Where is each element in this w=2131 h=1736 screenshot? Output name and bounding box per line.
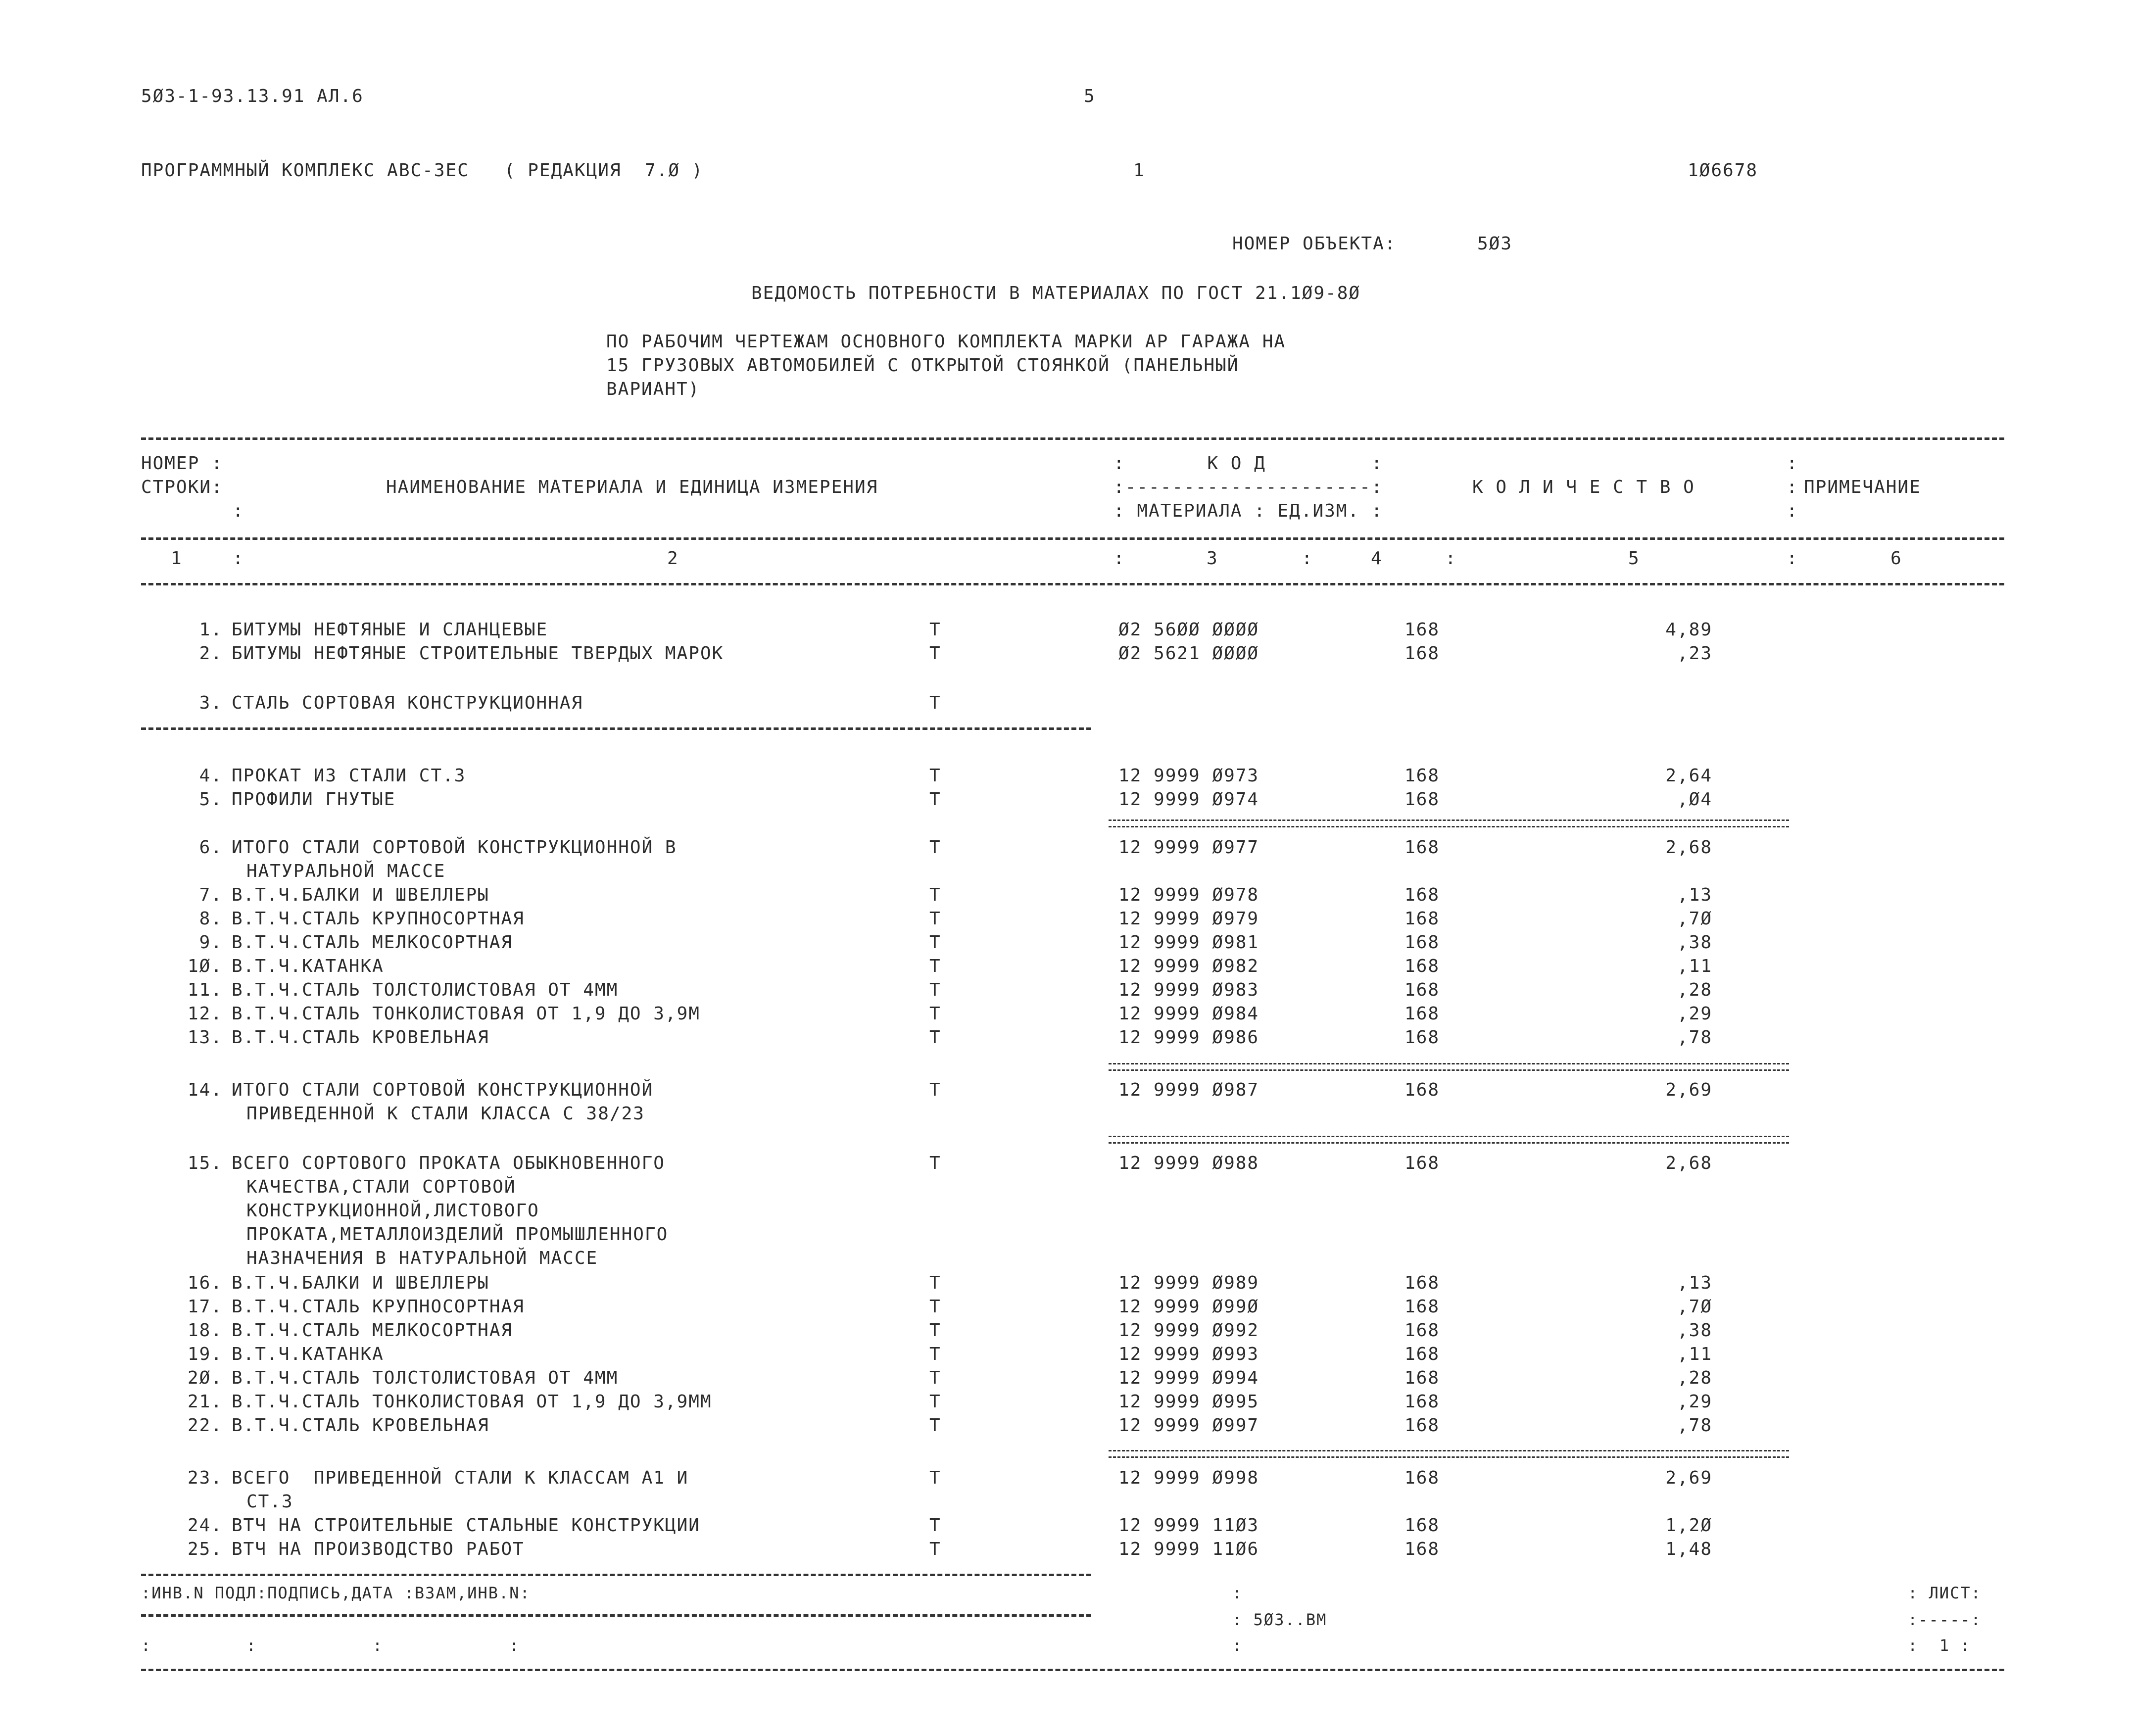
unit: Т	[929, 1415, 941, 1436]
sheet-value: : 1 :	[1908, 1636, 1971, 1655]
row-number: 1Ø.	[187, 956, 223, 976]
material-code: Ø2 5621 ØØØØ	[1118, 643, 1259, 664]
material-name: НАТУРАЛЬНОЙ МАССЕ	[246, 861, 446, 881]
row-number: 3.	[199, 693, 223, 713]
material-code: 12 9999 Ø984	[1118, 1004, 1259, 1024]
unit: Т	[929, 766, 941, 786]
unit-code: 168	[1405, 1297, 1440, 1317]
material-code: 12 9999 Ø992	[1118, 1320, 1259, 1341]
unit: Т	[929, 1153, 941, 1173]
quantity: 4,89	[1665, 620, 1712, 640]
sheet-separator: :-----:	[1908, 1610, 1982, 1629]
program-name: ПРОГРАММНЫЙ КОМПЛЕКС АВС-3ЕС ( РЕДАКЦИЯ 7.Ø )	[141, 160, 704, 181]
sheet-label: : ЛИСТ:	[1908, 1584, 1982, 1602]
material-name: КАЧЕСТВА,СТАЛИ СОРТОВОЙ	[246, 1177, 516, 1197]
unit: Т	[929, 956, 941, 976]
material-name: КОНСТРУКЦИОННОЙ,ЛИСТОВОГО	[246, 1201, 539, 1221]
unit-code: 168	[1405, 1344, 1440, 1364]
unit: Т	[929, 620, 941, 640]
col-number-3: 3	[1207, 548, 1218, 569]
material-code: 12 9999 Ø994	[1118, 1368, 1259, 1388]
material-name: СТ.3	[246, 1492, 293, 1512]
row-number: 8.	[199, 909, 223, 929]
unit: Т	[929, 1080, 941, 1100]
material-code: 12 9999 Ø974	[1118, 789, 1259, 810]
row-number: 13.	[187, 1027, 223, 1048]
material-name: В.Т.Ч.КАТАНКА	[232, 1344, 384, 1364]
quantity: ,Ø4	[1677, 789, 1712, 810]
material-name: В.Т.Ч.СТАЛЬ МЕЛКОСОРТНАЯ	[232, 932, 513, 953]
quantity: ,28	[1677, 980, 1712, 1000]
material-code: Ø2 56ØØ ØØØØ	[1118, 620, 1259, 640]
section-rule	[141, 727, 1091, 730]
material-name: В.Т.Ч.БАЛКИ И ШВЕЛЛЕРЫ	[232, 885, 489, 905]
unit: Т	[929, 1515, 941, 1536]
row-number: 7.	[199, 885, 223, 905]
unit: Т	[929, 1273, 941, 1293]
subtotal-rule-1	[1109, 820, 1789, 827]
row-number: 2Ø.	[187, 1368, 223, 1388]
material-code: 12 9999 Ø988	[1118, 1153, 1259, 1173]
material-code: 12 9999 Ø979	[1118, 909, 1259, 929]
material-code: 12 9999 Ø989	[1118, 1273, 1259, 1293]
unit-code: 168	[1405, 1080, 1440, 1100]
quantity: 1,2Ø	[1665, 1515, 1712, 1536]
page-number: 5	[1084, 86, 1096, 106]
footer-rule-bottom	[141, 1669, 2004, 1671]
header-material-name: НАИМЕНОВАНИЕ МАТЕРИАЛА И ЕДИНИЦА ИЗМЕРЕНИЯ	[386, 477, 878, 497]
stamp-header: :ИНВ.N ПОДЛ:ПОДПИСЬ,ДАТА :ВЗАМ,ИНВ.N:	[141, 1584, 531, 1602]
document-id: 1Ø6678	[1688, 160, 1758, 181]
row-number: 17.	[187, 1297, 223, 1317]
subtitle-line-3: ВАРИАНТ)	[606, 379, 700, 399]
unit: Т	[929, 1539, 941, 1559]
row-number: 21.	[187, 1392, 223, 1412]
row-number: 2.	[199, 643, 223, 664]
material-name: ВТЧ НА СТРОИТЕЛЬНЫЕ СТАЛЬНЫЕ КОНСТРУКЦИИ	[232, 1515, 700, 1536]
unit: Т	[929, 932, 941, 953]
header-note: ПРИМЕЧАНИЕ	[1804, 477, 1921, 497]
doc-code: 5Ø3-1-93.13.91 АЛ.6	[141, 86, 364, 106]
row-number: 4.	[199, 766, 223, 786]
material-code: 12 9999 Ø978	[1118, 885, 1259, 905]
unit: Т	[929, 1004, 941, 1024]
material-code: 12 9999 Ø973	[1118, 766, 1259, 786]
subtitle-line-1: ПО РАБОЧИМ ЧЕРТЕЖАМ ОСНОВНОГО КОМПЛЕКТА МАРКИ АР ГАРАЖА НА	[606, 332, 1286, 352]
material-name: ИТОГО СТАЛИ СОРТОВОЙ КОНСТРУКЦИОННОЙ В	[232, 837, 677, 858]
col-number-1: 1	[171, 548, 183, 569]
material-name: ПРОФИЛИ ГНУТЫЕ	[232, 789, 396, 810]
material-name: ПРОКАТ ИЗ СТАЛИ СТ.3	[232, 766, 466, 786]
col-number-5: 5	[1628, 548, 1640, 569]
material-code: 12 9999 Ø986	[1118, 1027, 1259, 1048]
unit: Т	[929, 980, 941, 1000]
code-colon: :	[1232, 1584, 1243, 1602]
material-code: 12 9999 Ø981	[1118, 932, 1259, 953]
unit: Т	[929, 1468, 941, 1488]
material-code: 12 9999 Ø983	[1118, 980, 1259, 1000]
unit-code: 168	[1405, 643, 1440, 664]
col-number-2: 2	[667, 548, 679, 569]
quantity: 2,68	[1665, 837, 1712, 858]
material-code: 12 9999 Ø998	[1118, 1468, 1259, 1488]
quantity: ,29	[1677, 1004, 1712, 1024]
material-name: СТАЛЬ СОРТОВАЯ КОНСТРУКЦИОННАЯ	[232, 693, 583, 713]
row-number: 5.	[199, 789, 223, 810]
unit-code: 168	[1405, 956, 1440, 976]
unit: Т	[929, 909, 941, 929]
material-name: В.Т.Ч.СТАЛЬ КРУПНОСОРТНАЯ	[232, 909, 525, 929]
unit-code: 168	[1405, 1415, 1440, 1436]
quantity: 1,48	[1665, 1539, 1712, 1559]
material-code: 12 9999 Ø997	[1118, 1415, 1259, 1436]
unit-code: 168	[1405, 1539, 1440, 1559]
document-code: : 5Ø3..ВМ	[1232, 1610, 1327, 1629]
col-number-6: 6	[1890, 548, 1902, 569]
material-name: В.Т.Ч.СТАЛЬ ТОЛСТОЛИСТОВАЯ ОТ 4ММ	[232, 980, 619, 1000]
row-number: 6.	[199, 837, 223, 858]
material-name: БИТУМЫ НЕФТЯНЫЕ И СЛАНЦЕВЫЕ	[232, 620, 548, 640]
header-row-no-1: НОМЕР :	[141, 453, 223, 474]
quantity: ,28	[1677, 1368, 1712, 1388]
quantity: ,38	[1677, 932, 1712, 953]
unit: Т	[929, 837, 941, 858]
row-number: 19.	[187, 1344, 223, 1364]
material-name: ПРОКАТА,МЕТАЛЛОИЗДЕЛИЙ ПРОМЫШЛЕННОГО	[246, 1224, 669, 1245]
subtotal-rule-3	[1109, 1136, 1789, 1144]
unit: Т	[929, 1344, 941, 1364]
unit-code: 168	[1405, 620, 1440, 640]
unit: Т	[929, 1392, 941, 1412]
material-code: 12 9999 11Ø6	[1118, 1539, 1259, 1559]
unit: Т	[929, 885, 941, 905]
material-name: НАЗНАЧЕНИЯ В НАТУРАЛЬНОЙ МАССЕ	[246, 1248, 598, 1268]
col-number-4: 4	[1371, 548, 1383, 569]
unit-code: 168	[1405, 980, 1440, 1000]
quantity: ,29	[1677, 1392, 1712, 1412]
quantity: ,11	[1677, 956, 1712, 976]
sheet-number: 1	[1133, 160, 1145, 181]
unit: Т	[929, 693, 941, 713]
unit: Т	[929, 1027, 941, 1048]
unit: Т	[929, 643, 941, 664]
unit-code: 168	[1405, 1392, 1440, 1412]
header-rule-1	[141, 537, 2004, 540]
material-name: В.Т.Ч.СТАЛЬ МЕЛКОСОРТНАЯ	[232, 1320, 513, 1341]
row-number: 16.	[187, 1273, 223, 1293]
material-code: 12 9999 Ø982	[1118, 956, 1259, 976]
row-number: 9.	[199, 932, 223, 953]
material-name: ПРИВЕДЕННОЙ К СТАЛИ КЛАССА С 38/23	[246, 1104, 645, 1124]
header-rule-2	[141, 583, 2004, 585]
quantity: ,78	[1677, 1415, 1712, 1436]
row-number: 12.	[187, 1004, 223, 1024]
material-name: БИТУМЫ НЕФТЯНЫЕ СТРОИТЕЛЬНЫЕ ТВЕРДЫХ МАРОК	[232, 643, 724, 664]
unit: Т	[929, 789, 941, 810]
material-name: В.Т.Ч.СТАЛЬ КРУПНОСОРТНАЯ	[232, 1297, 525, 1317]
header-row-no-3: :	[233, 501, 244, 521]
material-code: 12 9999 11Ø3	[1118, 1515, 1259, 1536]
unit-code: 168	[1405, 1368, 1440, 1388]
material-name: В.Т.Ч.СТАЛЬ ТОНКОЛИСТОВАЯ ОТ 1,9 ДО 3,9ММ	[232, 1392, 712, 1412]
subtotal-rule-4	[1109, 1450, 1789, 1458]
material-name: В.Т.Ч.СТАЛЬ ТОЛСТОЛИСТОВАЯ ОТ 4ММ	[232, 1368, 619, 1388]
quantity: 2,69	[1665, 1468, 1712, 1488]
quantity: ,7Ø	[1677, 909, 1712, 929]
unit: Т	[929, 1320, 941, 1341]
quantity: ,78	[1677, 1027, 1712, 1048]
unit-code: 168	[1405, 1320, 1440, 1341]
row-number: 18.	[187, 1320, 223, 1341]
quantity: 2,68	[1665, 1153, 1712, 1173]
unit-code: 168	[1405, 789, 1440, 810]
row-number: 22.	[187, 1415, 223, 1436]
unit: Т	[929, 1368, 941, 1388]
material-code: 12 9999 Ø993	[1118, 1344, 1259, 1364]
material-name: ВСЕГО ПРИВЕДЕННОЙ СТАЛИ К КЛАССАМ А1 И	[232, 1468, 689, 1488]
quantity: 2,64	[1665, 766, 1712, 786]
unit-code: 168	[1405, 837, 1440, 858]
unit-code: 168	[1405, 766, 1440, 786]
object-number-label: НОМЕР ОБЪЕКТА:	[1232, 234, 1397, 254]
header-code: : К О Д :	[1114, 453, 1383, 474]
row-number: 15.	[187, 1153, 223, 1173]
material-name: В.Т.Ч.СТАЛЬ ТОНКОЛИСТОВАЯ ОТ 1,9 ДО 3,9М	[232, 1004, 700, 1024]
unit-code: 168	[1405, 932, 1440, 953]
subtotal-rule-2	[1109, 1063, 1789, 1071]
material-name: ВТЧ НА ПРОИЗВОДСТВО РАБОТ	[232, 1539, 525, 1559]
row-number: 14.	[187, 1080, 223, 1100]
material-name: В.Т.Ч.БАЛКИ И ШВЕЛЛЕРЫ	[232, 1273, 489, 1293]
unit-code: 168	[1405, 1027, 1440, 1048]
material-code: 12 9999 Ø977	[1118, 837, 1259, 858]
object-number-value: 5Ø3	[1477, 234, 1513, 254]
unit-code: 168	[1405, 1273, 1440, 1293]
quantity: ,7Ø	[1677, 1297, 1712, 1317]
unit-code: 168	[1405, 909, 1440, 929]
quantity: ,11	[1677, 1344, 1712, 1364]
quantity: ,13	[1677, 1273, 1712, 1293]
material-code: 12 9999 Ø987	[1118, 1080, 1259, 1100]
header-code-separator: :---------------------:	[1114, 477, 1383, 497]
material-name: ВСЕГО СОРТОВОГО ПРОКАТА ОБЫКНОВЕННОГО	[232, 1153, 665, 1173]
footer-rule-top	[141, 1574, 1091, 1576]
unit: Т	[929, 1297, 941, 1317]
row-number: 25.	[187, 1539, 223, 1559]
page-title: ВЕДОМОСТЬ ПОТРЕБНОСТИ В МАТЕРИАЛАХ ПО ГОСТ 21.1Ø9-8Ø	[751, 283, 1361, 303]
row-number: 24.	[187, 1515, 223, 1536]
material-name: В.Т.Ч.СТАЛЬ КРОВЕЛЬНАЯ	[232, 1027, 489, 1048]
table-top-rule	[141, 437, 2004, 440]
unit-code: 168	[1405, 1515, 1440, 1536]
material-name: В.Т.Ч.СТАЛЬ КРОВЕЛЬНАЯ	[232, 1415, 489, 1436]
row-number: 11.	[187, 980, 223, 1000]
material-name: В.Т.Ч.КАТАНКА	[232, 956, 384, 976]
quantity: ,38	[1677, 1320, 1712, 1341]
unit-code: 168	[1405, 1153, 1440, 1173]
material-name: ИТОГО СТАЛИ СОРТОВОЙ КОНСТРУКЦИОННОЙ	[232, 1080, 654, 1100]
quantity: 2,69	[1665, 1080, 1712, 1100]
quantity: ,23	[1677, 643, 1712, 664]
material-code: 12 9999 Ø99Ø	[1118, 1297, 1259, 1317]
header-code-sub: : МАТЕРИАЛА : ЕД.ИЗМ. :	[1114, 501, 1383, 521]
footer-rule-mid	[141, 1614, 1091, 1617]
unit-code: 168	[1405, 1468, 1440, 1488]
header-row-no-2: СТРОКИ:	[141, 477, 223, 497]
row-number: 1.	[199, 620, 223, 640]
row-number: 23.	[187, 1468, 223, 1488]
unit-code: 168	[1405, 885, 1440, 905]
subtitle-line-2: 15 ГРУЗОВЫХ АВТОМОБИЛЕЙ С ОТКРЫТОЙ СТОЯНКОЙ (ПАНЕЛЬНЫЙ	[606, 355, 1239, 376]
unit-code: 168	[1405, 1004, 1440, 1024]
material-code: 12 9999 Ø995	[1118, 1392, 1259, 1412]
header-quantity: К О Л И Ч Е С Т В О	[1472, 477, 1695, 497]
stamp-blank-cells: : : : :	[141, 1636, 520, 1655]
quantity: ,13	[1677, 885, 1712, 905]
